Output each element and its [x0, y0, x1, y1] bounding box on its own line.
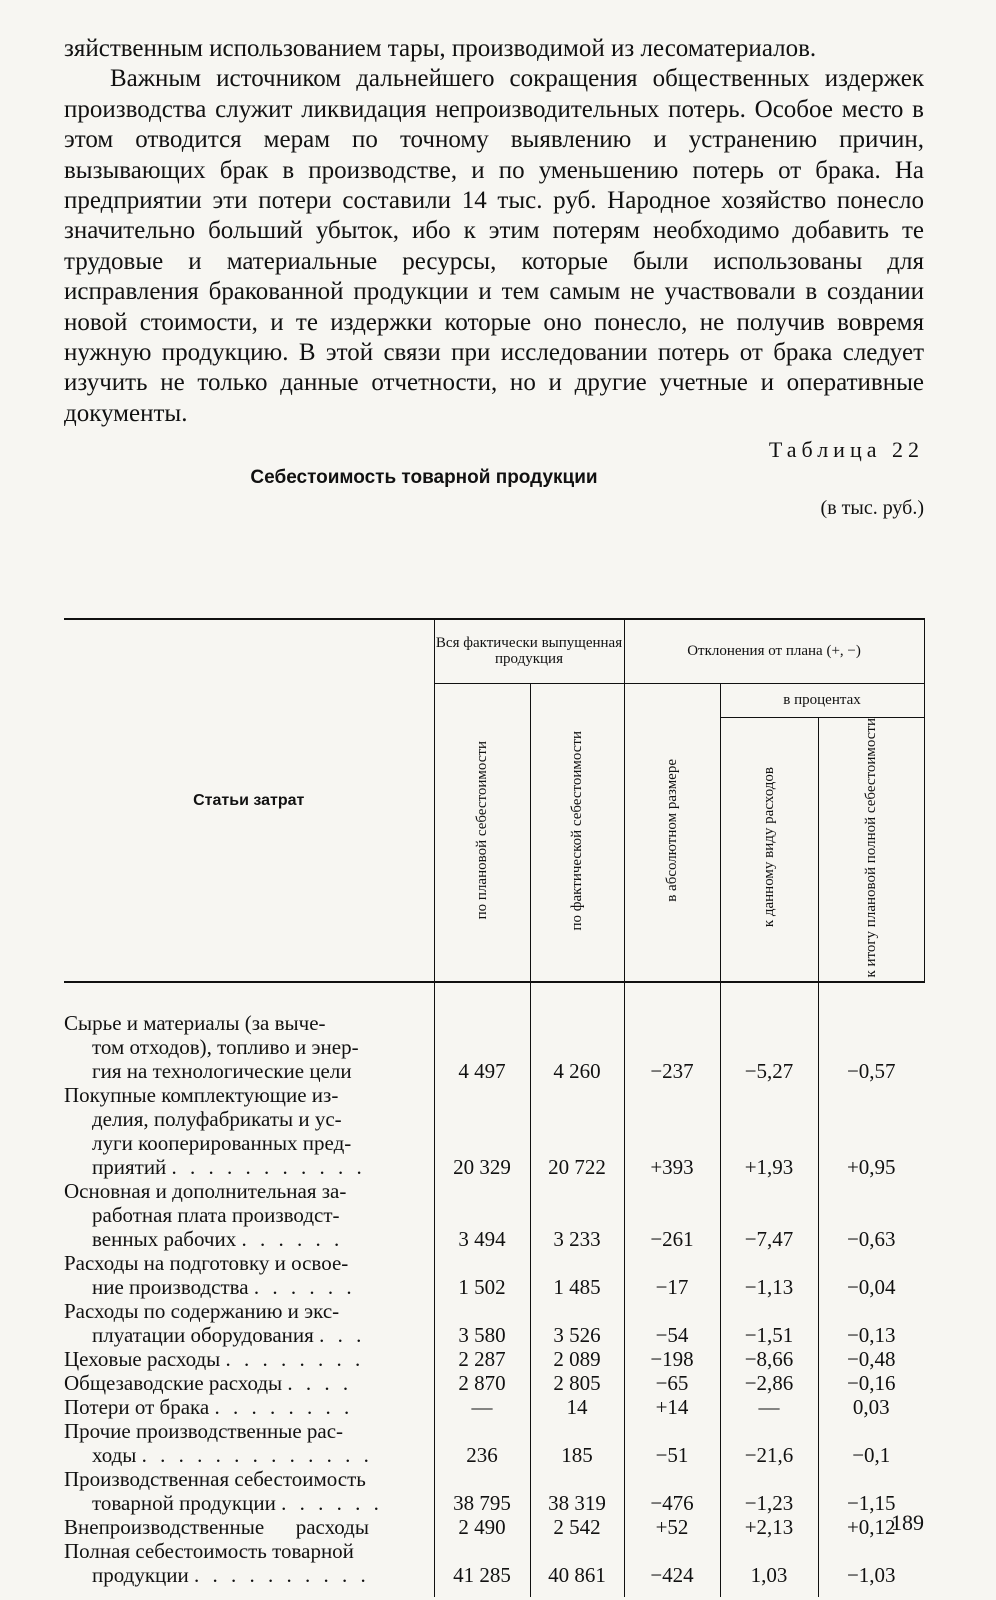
- cell-actual: 38 319: [530, 1467, 624, 1515]
- cell-abs: +393: [624, 1083, 720, 1179]
- header-percent: в процентах: [720, 683, 924, 717]
- table-body: [64, 982, 924, 1597]
- table-row: [64, 1083, 924, 1179]
- table-row: [64, 1347, 924, 1371]
- cell-pct-item: −1,51: [720, 1299, 818, 1347]
- cell-plan: 2 870: [434, 1371, 530, 1395]
- cell-plan: 38 795: [434, 1467, 530, 1515]
- table-row: [64, 982, 924, 1083]
- row-label: Потери от брака . . . . . . . .: [64, 1395, 354, 1420]
- cell-plan: 2 490: [434, 1515, 530, 1539]
- cell-plan: 3 494: [434, 1179, 530, 1251]
- cell-actual: 3 233: [530, 1179, 624, 1251]
- cell-pct-item: +2,13: [720, 1515, 818, 1539]
- cell-pct-total: −0,1: [818, 1419, 924, 1467]
- paragraph-continuation: зяйственным использованием тары, производимой из лесоматериалов.: [64, 35, 817, 62]
- table-title: Себестоимость товарной продукции: [250, 467, 598, 489]
- header-actual-cost: по фактической себестоимости: [530, 683, 624, 982]
- cell-pct-total: −1,03: [818, 1539, 924, 1597]
- header-absolute: в абсолютном размере: [624, 683, 720, 982]
- cell-abs: −261: [624, 1179, 720, 1251]
- cell-abs: +14: [624, 1395, 720, 1419]
- cell-plan: 2 287: [434, 1347, 530, 1371]
- cell-pct-item: −8,66: [720, 1347, 818, 1371]
- cell-abs: −17: [624, 1251, 720, 1299]
- table-row: [64, 1299, 924, 1347]
- cell-pct-total: −0,48: [818, 1347, 924, 1371]
- cell-actual: 2 542: [530, 1515, 624, 1539]
- row-label: Общезаводские расходы . . . .: [64, 1371, 353, 1396]
- cell-pct-item: —: [720, 1395, 818, 1419]
- cell-plan: 4 497: [434, 982, 530, 1083]
- cell-actual: 2 805: [530, 1371, 624, 1395]
- cell-pct-total: 0,03: [818, 1395, 924, 1419]
- cell-actual: 4 260: [530, 982, 624, 1083]
- cell-pct-item: −2,86: [720, 1371, 818, 1395]
- paragraph-main: Важным источником дальнейшего сокращения общественных издержек производства служит ликвидация непроизводительных потерь. Особое место в этом отводится мерам по точному выявлению и устранению причин, вызывающих брак в производстве, и по уменьшению потерь от брака. На предприятии эти потери составили 14 тыс. руб. Народное хозяйство понесло значительно больший убыток, ибо к этим потерям необходимо добавить те трудовые и материальные ресурсы, которые были использованы для исправления бракованной продукции и тем самым не участвовали в создании новой стоимости, и те издержки которые оно понесло, не получив вовремя нужную продукцию. В этой связи при исследовании потерь от брака следует изучить не только данные отчетности, но и другие учетные и оперативные документы.: [64, 65, 924, 427]
- cell-pct-item: −1,13: [720, 1251, 818, 1299]
- cell-actual: 185: [530, 1419, 624, 1467]
- cell-pct-total: −0,13: [818, 1299, 924, 1347]
- cell-plan: 41 285: [434, 1539, 530, 1597]
- cell-actual: 20 722: [530, 1083, 624, 1179]
- cell-abs: −51: [624, 1419, 720, 1467]
- cell-plan: 20 329: [434, 1083, 530, 1179]
- table-row: [64, 1179, 924, 1251]
- cell-pct-total: −0,04: [818, 1251, 924, 1299]
- table-row: [64, 1539, 924, 1597]
- table-row: [64, 1419, 924, 1467]
- cost-table-wrap: [64, 618, 924, 1597]
- row-label: Сырье и материалы (за выче- том отходов), топливо и энер- гия на технологические цели: [64, 1011, 359, 1084]
- table-row: [64, 1395, 924, 1419]
- cell-pct-total: −0,57: [818, 982, 924, 1083]
- row-label: Внепроизводственные расходы: [64, 1515, 369, 1540]
- row-label: Основная и дополнительная за- работная плата производст- венных рабочих . . . . . .: [64, 1179, 347, 1252]
- table-row: [64, 1251, 924, 1299]
- cell-actual: 3 526: [530, 1299, 624, 1347]
- cell-abs: −424: [624, 1539, 720, 1597]
- cell-abs: −476: [624, 1467, 720, 1515]
- cell-pct-total: −0,16: [818, 1371, 924, 1395]
- table-label: Таблица 22: [768, 437, 924, 463]
- table-units: (в тыс. руб.): [820, 497, 924, 520]
- cell-abs: −54: [624, 1299, 720, 1347]
- row-label: Полная себестоимость товарной продукции . . . . . . . . . .: [64, 1539, 370, 1588]
- cell-pct-item: +1,93: [720, 1083, 818, 1179]
- header-cost-items: Статьи затрат: [64, 619, 434, 982]
- table-row: [64, 1371, 924, 1395]
- page-number: 189: [891, 1510, 924, 1535]
- cell-pct-total: −1,15: [818, 1467, 924, 1515]
- cell-pct-item: −21,6: [720, 1419, 818, 1467]
- cell-pct-total: +0,95: [818, 1083, 924, 1179]
- cell-plan: 236: [434, 1419, 530, 1467]
- cell-abs: −198: [624, 1347, 720, 1371]
- cell-pct-item: −7,47: [720, 1179, 818, 1251]
- cell-actual: 14: [530, 1395, 624, 1419]
- cell-pct-item: −1,23: [720, 1467, 818, 1515]
- cell-actual: 1 485: [530, 1251, 624, 1299]
- cell-pct-total: +0,12: [818, 1515, 924, 1539]
- cell-pct-item: −5,27: [720, 982, 818, 1083]
- cell-abs: +52: [624, 1515, 720, 1539]
- header-pct-this-item: к данному виду расходов: [720, 717, 818, 982]
- cell-plan: —: [434, 1395, 530, 1419]
- cost-table: [64, 618, 925, 1597]
- table-row: [64, 1467, 924, 1515]
- header-planned-cost: по плановой себестоимости: [434, 683, 530, 982]
- cell-actual: 2 089: [530, 1347, 624, 1371]
- cell-abs: −237: [624, 982, 720, 1083]
- cell-plan: 1 502: [434, 1251, 530, 1299]
- header-pct-total: к итогу плановой полной себестоимости: [818, 717, 924, 982]
- row-label: Расходы по содержанию и экс- плуатации оборудования . . .: [64, 1299, 366, 1348]
- row-label: Расходы на подготовку и освое- ние производства . . . . . .: [64, 1251, 356, 1300]
- cell-pct-total: −0,63: [818, 1179, 924, 1251]
- row-label: Производственная себестоимость товарной продукции . . . . . .: [64, 1467, 383, 1516]
- header-group-actual: Вся фактически выпущенная продукция: [434, 619, 624, 683]
- page-content: [64, 34, 924, 520]
- header-group-deviation: Отклонения от плана (+, −): [624, 619, 924, 683]
- table-row: [64, 1515, 924, 1539]
- row-label: Покупные комплектующие из- делия, полуфабрикаты и ус- луги кооперированных пред- приятий . . . . . . . . . . .: [64, 1083, 366, 1180]
- row-label: Прочие производственные рас- ходы . . . . . . . . . . . . .: [64, 1419, 373, 1468]
- cell-pct-item: 1,03: [720, 1539, 818, 1597]
- row-label: Цеховые расходы . . . . . . . .: [64, 1347, 365, 1372]
- cell-plan: 3 580: [434, 1299, 530, 1347]
- cell-actual: 40 861: [530, 1539, 624, 1597]
- cell-abs: −65: [624, 1371, 720, 1395]
